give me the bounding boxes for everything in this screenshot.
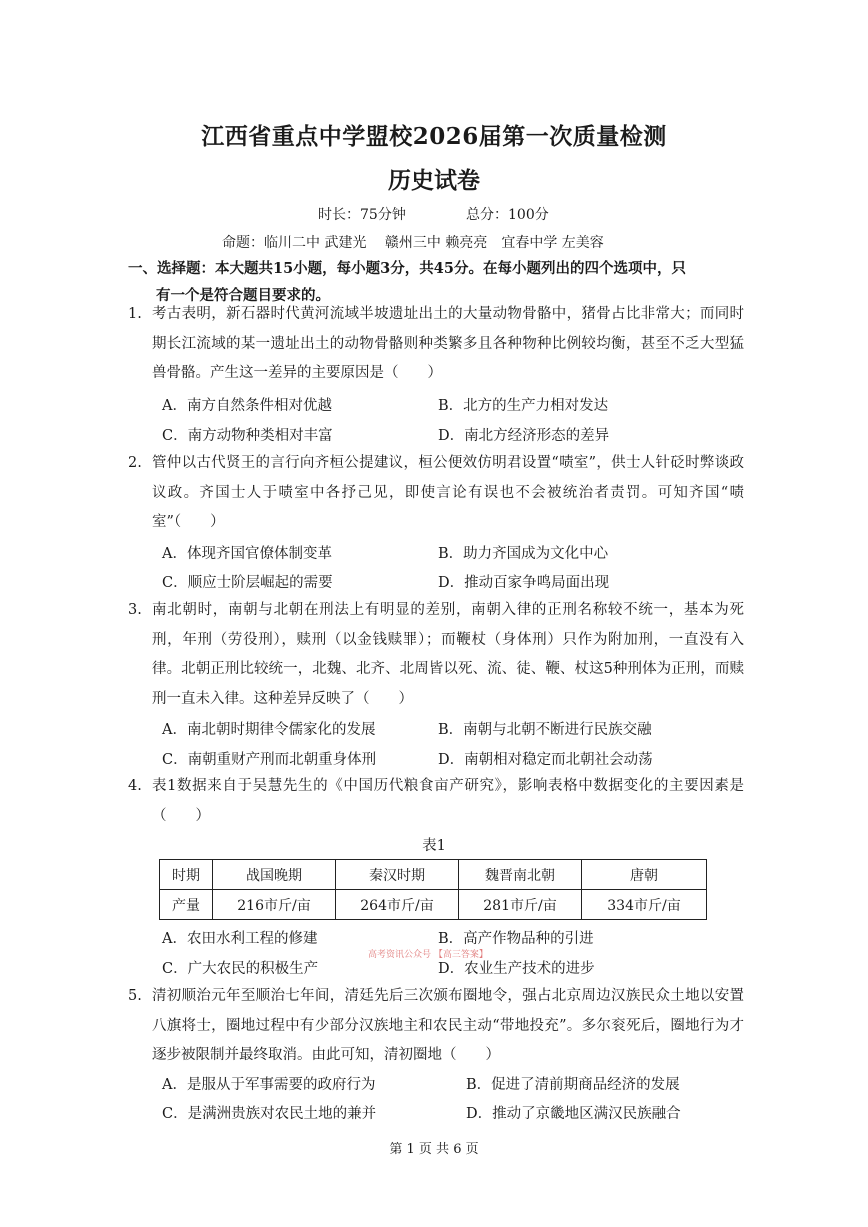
- question-1: [128, 300, 744, 389]
- watermark: 高考资讯公众号 【高三答案】: [368, 950, 488, 960]
- section-line-2: 有一个是符合题目要求的。: [156, 287, 330, 304]
- question-number: 3.: [128, 602, 142, 618]
- option-c: C．广大农民的积极生产: [162, 961, 319, 977]
- yield-table: [159, 859, 707, 920]
- option-b: B．北方的生产力相对发达: [438, 398, 609, 414]
- question-stem: 考古表明，新石器时代黄河流域半坡遗址出土的大量动物骨骼中，猪骨占比非常大；而同时期长江流域的某一遗址出土的动物骨骼则种类繁多且各种物种比例较均衡，甚至不乏大型猛兽骨骼。产生这一差异的主要原因是（ ）: [152, 306, 744, 381]
- question-number: 2.: [128, 455, 142, 471]
- question-2: [128, 449, 744, 538]
- option-c: C．南方动物种类相对丰富: [162, 428, 333, 444]
- question-number: 5.: [128, 988, 142, 1004]
- option-d: D．推动了京畿地区满汉民族融合: [466, 1106, 681, 1122]
- option-b: B．南朝与北朝不断进行民族交融: [438, 722, 652, 738]
- table-cell: 281市斤/亩: [459, 890, 582, 920]
- table-caption: 表1: [422, 838, 446, 854]
- option-c: C．顺应士阶层崛起的需要: [162, 575, 333, 591]
- section-line-1: 一、选择题：本大题共15小题，每小题3分，共45分。在每小题列出的四个选项中，只: [128, 260, 686, 277]
- option-c: C．南朝重财产刑而北朝重身体刑: [162, 752, 377, 768]
- table-cell: 产量: [160, 890, 213, 920]
- exam-total-score: 总分：100分: [466, 207, 549, 223]
- exam-title: 江西省重点中学盟校2026届第一次质量检测: [201, 123, 667, 150]
- table-row: [160, 890, 707, 920]
- table-cell: 时期: [160, 860, 213, 890]
- question-stem: 管仲以古代贤王的言行向齐桓公提建议，桓公便效仿明君设置“啧室”，供士人针砭时弊谈政议政。齐国士人于啧室中各抒己见，即使言论有误也不会被统治者责罚。可知齐国“啧室”（ ）: [152, 455, 744, 530]
- table-header-row: [160, 860, 707, 890]
- question-number: 1.: [128, 306, 142, 322]
- question-stem: 南北朝时，南朝与北朝在刑法上有明显的差别，南朝入律的正刑名称较不统一，基本为死刑，年刑（劳役刑），赎刑（以金钱赎罪）；而鞭杖（身体刑）只作为附加刑，一直没有入律。北朝正刑比较统一，北魏、北齐、北周皆以死、流、徒、鞭、杖这5种刑体为正刑，而赎刑一直未入律。这种差异反映了（ ）: [152, 602, 744, 707]
- option-a: A．农田水利工程的修建: [162, 931, 318, 947]
- table-cell: 216市斤/亩: [213, 890, 336, 920]
- option-a: A．是服从于军事需要的政府行为: [162, 1077, 376, 1093]
- table-cell: 魏晋南北朝: [459, 860, 582, 890]
- option-c: C．是满洲贵族对农民土地的兼并: [162, 1106, 377, 1122]
- page-footer: 第 1 页 共 6 页: [389, 1142, 479, 1157]
- option-a: A．南北朝时期律令儒家化的发展: [162, 722, 376, 738]
- option-b: B．促进了清前期商品经济的发展: [466, 1077, 680, 1093]
- option-a: A．体现齐国官僚体制变革: [162, 546, 332, 562]
- question-stem: 清初顺治元年至顺治七年间，清廷先后三次颁布圈地令，强占北京周边汉族民众土地以安置八旗将士，圈地过程中有少部分汉族地主和农民主动“带地投充”。多尔衮死后，圈地行为才逐步被限制并最终取消。由此可知，清初圈地（ ）: [152, 988, 744, 1063]
- exam-subtitle: 历史试卷: [388, 167, 480, 194]
- question-number: 4.: [128, 778, 142, 794]
- table-cell: 秦汉时期: [336, 860, 459, 890]
- table-cell: 334市斤/亩: [582, 890, 707, 920]
- question-5: [128, 982, 744, 1071]
- option-b: B．高产作物品种的引进: [438, 931, 594, 947]
- option-a: A．南方自然条件相对优越: [162, 398, 332, 414]
- exam-duration: 时长：75分钟: [318, 207, 406, 223]
- table-cell: 264市斤/亩: [336, 890, 459, 920]
- option-d: D．农业生产技术的进步: [438, 961, 595, 977]
- option-d: D．南北方经济形态的差异: [438, 428, 610, 444]
- question-stem: 表1数据来自于吴慧先生的《中国历代粮食亩产研究》，影响表格中数据变化的主要因素是（ ）: [152, 778, 744, 824]
- option-b: B．助力齐国成为文化中心: [438, 546, 609, 562]
- question-4: [128, 772, 744, 831]
- option-d: D．推动百家争鸣局面出现: [438, 575, 610, 591]
- exam-authors: 命题：临川二中 武建光 赣州三中 赖亮亮 宜春中学 左美容: [222, 235, 604, 251]
- question-3: [128, 596, 744, 714]
- option-d: D．南朝相对稳定而北朝社会动荡: [438, 752, 653, 768]
- table-cell: 唐朝: [582, 860, 707, 890]
- table-cell: 战国晚期: [213, 860, 336, 890]
